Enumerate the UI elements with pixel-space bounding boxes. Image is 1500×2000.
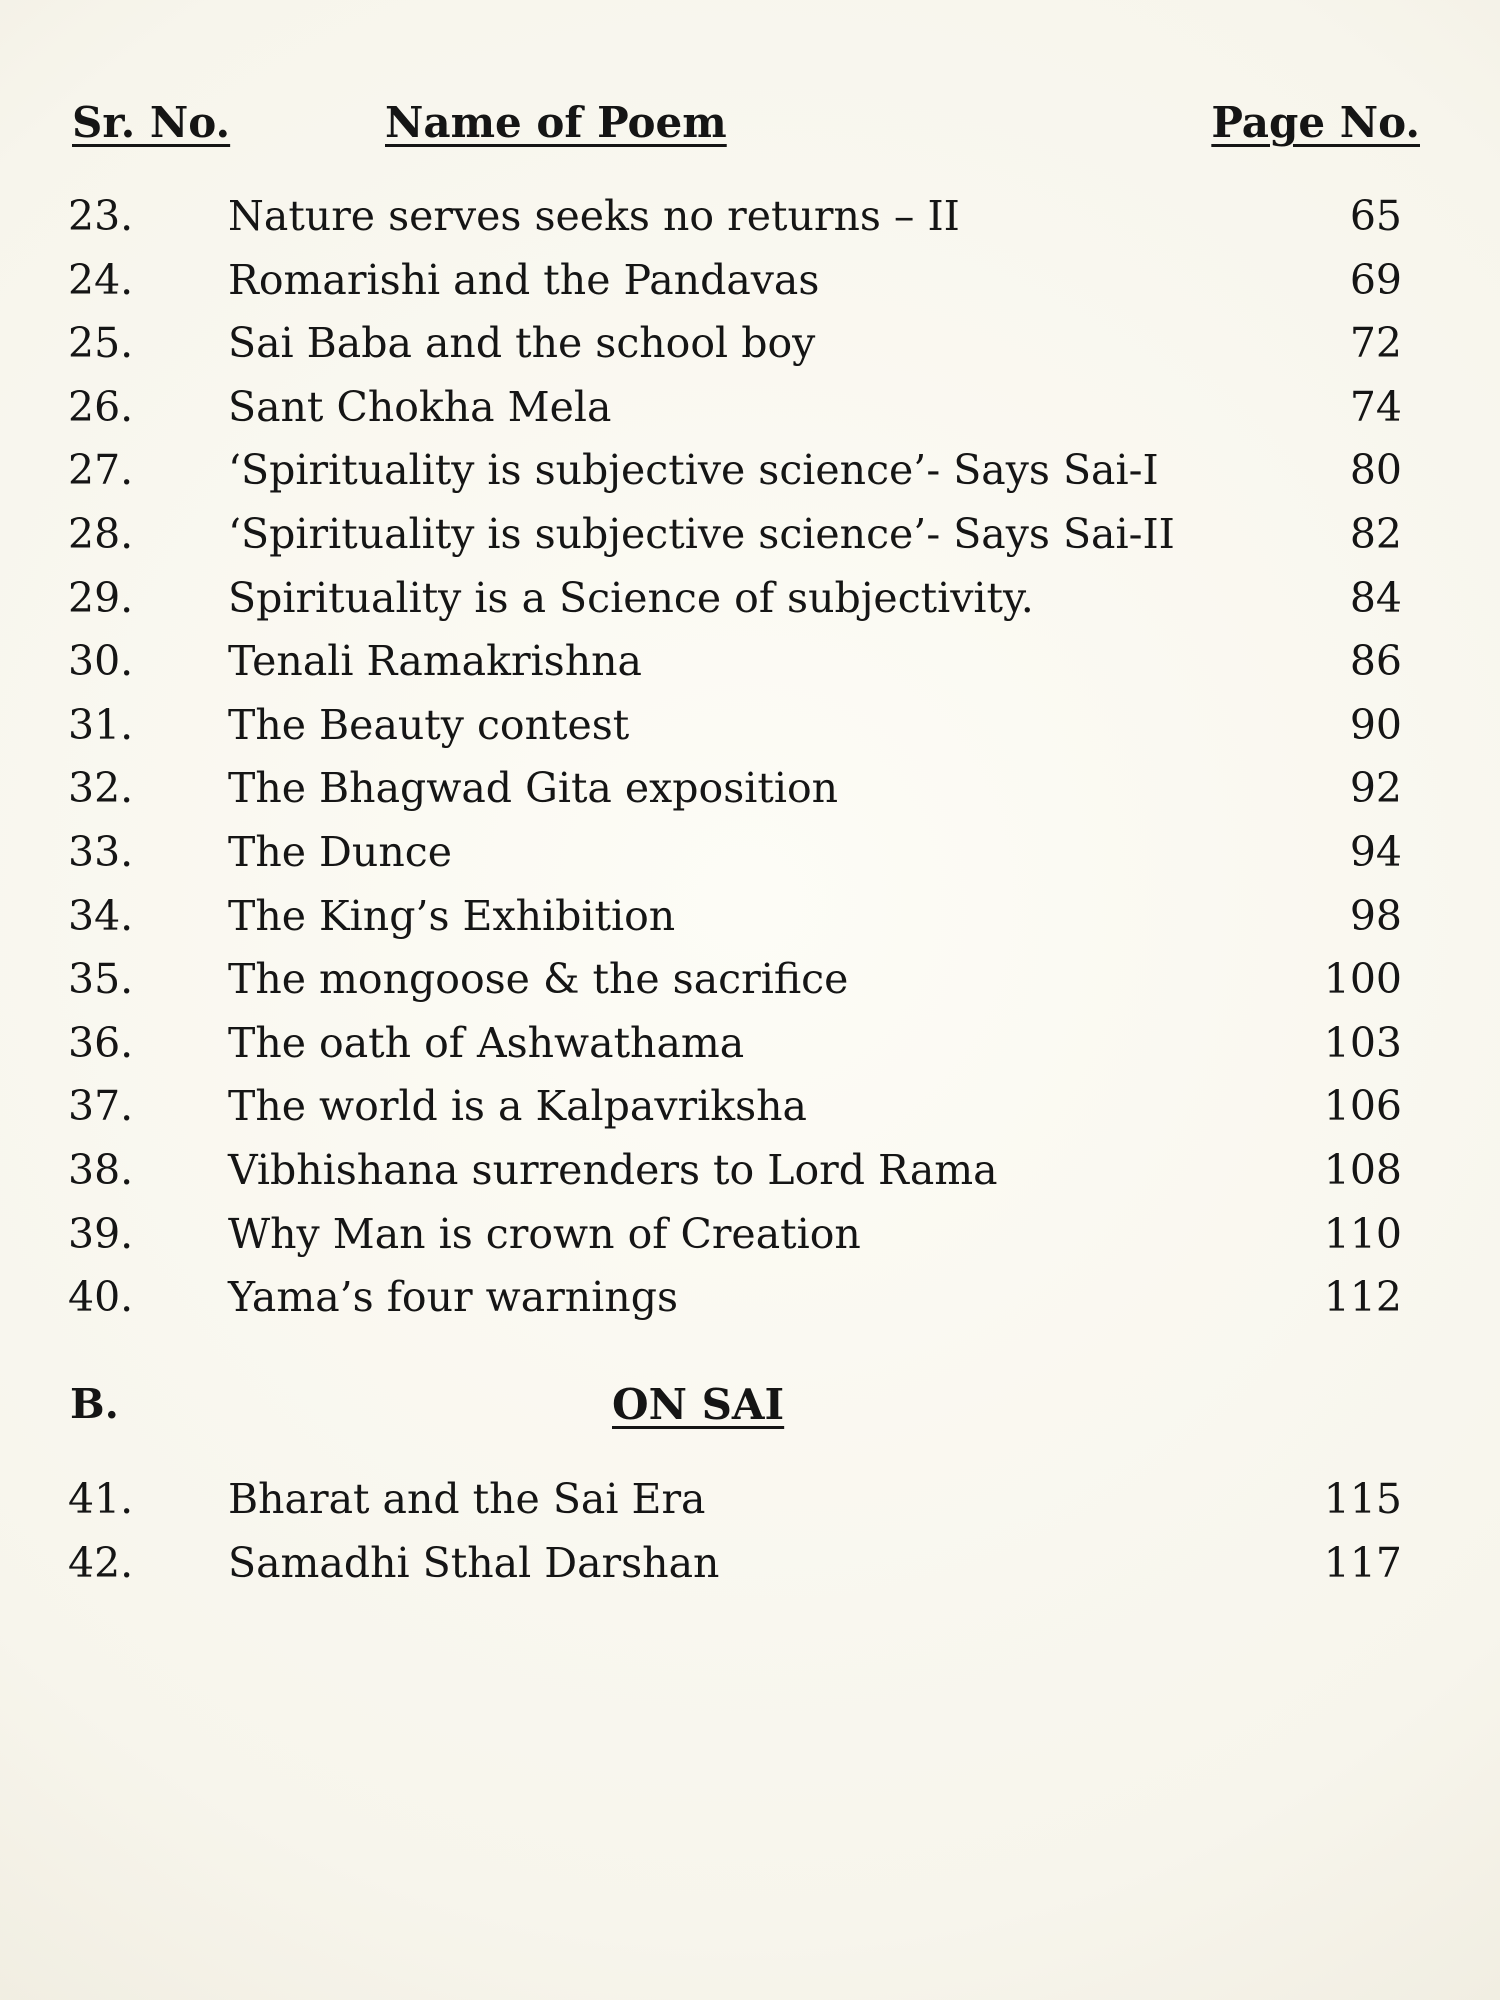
entry-title: Samadhi Sthal Darshan (228, 1538, 720, 1587)
contents-entry (0, 510, 1500, 574)
entry-title: Vibhishana surrenders to Lord Rama (228, 1145, 998, 1194)
entry-page: 94 (1349, 827, 1402, 876)
contents-entry (0, 383, 1500, 447)
contents-entry (0, 892, 1500, 956)
entry-number: 38. (68, 1145, 134, 1194)
entry-number: 39. (68, 1209, 134, 1258)
entry-number: 30. (68, 637, 134, 686)
contents-entry (0, 319, 1500, 383)
contents-entry (0, 1475, 1500, 1539)
contents-entry (0, 764, 1500, 828)
entry-title: Romarishi and the Pandavas (228, 255, 820, 304)
entry-title: The world is a Kalpavriksha (228, 1082, 807, 1131)
header-name-of-poem: Name of Poem (385, 98, 727, 147)
entry-title: Spirituality is a Science of subjectivity. (228, 573, 1034, 622)
entry-number: 23. (68, 192, 134, 240)
entry-number: 34. (68, 891, 134, 940)
entry-page: 86 (1349, 637, 1402, 686)
entry-number: 36. (68, 1018, 134, 1067)
entry-title: Bharat and the Sai Era (228, 1475, 706, 1523)
section-b-heading (0, 1380, 1500, 1440)
entry-page: 69 (1349, 255, 1402, 304)
entry-number: 35. (68, 955, 134, 1004)
entry-number: 27. (68, 446, 134, 495)
entry-number: 28. (68, 509, 134, 558)
entry-title: Sant Chokha Mela (228, 382, 612, 431)
entry-page: 92 (1349, 764, 1402, 813)
entry-title: The Beauty contest (228, 700, 630, 749)
entry-page: 65 (1349, 192, 1402, 240)
entry-page: 84 (1349, 573, 1402, 622)
entry-page: 103 (1323, 1018, 1402, 1067)
entry-number: 24. (68, 255, 134, 304)
entry-title: The Bhagwad Gita exposition (228, 764, 839, 813)
entry-number: 32. (68, 764, 134, 813)
entry-page: 115 (1323, 1475, 1402, 1523)
entry-title: ‘Spirituality is subjective science’- Says Sai-I (228, 446, 1159, 495)
entry-number: 33. (68, 827, 134, 876)
contents-entry (0, 955, 1500, 1019)
entry-title: ‘Spirituality is subjective science’- Says Sai-II (228, 509, 1175, 558)
contents-entry (0, 828, 1500, 892)
contents-entry (0, 1539, 1500, 1603)
entry-page: 106 (1323, 1082, 1402, 1131)
section-b-list (0, 1475, 1500, 1602)
section-letter: B. (70, 1380, 119, 1428)
header-page-no: Page No. (1211, 98, 1420, 147)
entry-title: The mongoose & the sacrifice (228, 955, 849, 1004)
entry-title: Tenali Ramakrishna (228, 637, 642, 686)
contents-entry (0, 1019, 1500, 1083)
entry-number: 41. (68, 1475, 134, 1523)
contents-entry (0, 574, 1500, 638)
entry-page: 112 (1323, 1273, 1402, 1322)
entry-page: 90 (1349, 700, 1402, 749)
entry-number: 31. (68, 700, 134, 749)
entry-page: 74 (1349, 382, 1402, 431)
entry-title: The King’s Exhibition (228, 891, 676, 940)
entry-number: 37. (68, 1082, 134, 1131)
entry-page: 108 (1323, 1145, 1402, 1194)
contents-entry (0, 637, 1500, 701)
entry-title: The oath of Ashwathama (228, 1018, 745, 1067)
contents-list (0, 192, 1500, 1337)
entry-number: 29. (68, 573, 134, 622)
contents-entry (0, 192, 1500, 256)
entry-page: 72 (1349, 319, 1402, 368)
contents-entry (0, 1273, 1500, 1337)
entry-number: 42. (68, 1538, 134, 1587)
entry-page: 98 (1349, 891, 1402, 940)
contents-entry (0, 256, 1500, 320)
entry-title: Why Man is crown of Creation (228, 1209, 861, 1258)
entry-page: 82 (1349, 509, 1402, 558)
entry-page: 80 (1349, 446, 1402, 495)
entry-title: Yama’s four warnings (228, 1273, 678, 1322)
contents-entry (0, 1146, 1500, 1210)
header-sr-no: Sr. No. (72, 98, 231, 147)
entry-title: The Dunce (228, 827, 452, 876)
contents-entry (0, 446, 1500, 510)
entry-page: 110 (1323, 1209, 1402, 1258)
entry-title: Nature serves seeks no returns – II (228, 192, 960, 240)
entry-page: 100 (1323, 955, 1402, 1004)
entry-number: 26. (68, 382, 134, 431)
entry-number: 25. (68, 319, 134, 368)
entry-title: Sai Baba and the school boy (228, 319, 816, 368)
contents-entry (0, 1210, 1500, 1274)
section-title: ON SAI (612, 1380, 785, 1429)
contents-entry (0, 1082, 1500, 1146)
entry-number: 40. (68, 1273, 134, 1322)
contents-entry (0, 701, 1500, 765)
entry-page: 117 (1323, 1538, 1402, 1587)
